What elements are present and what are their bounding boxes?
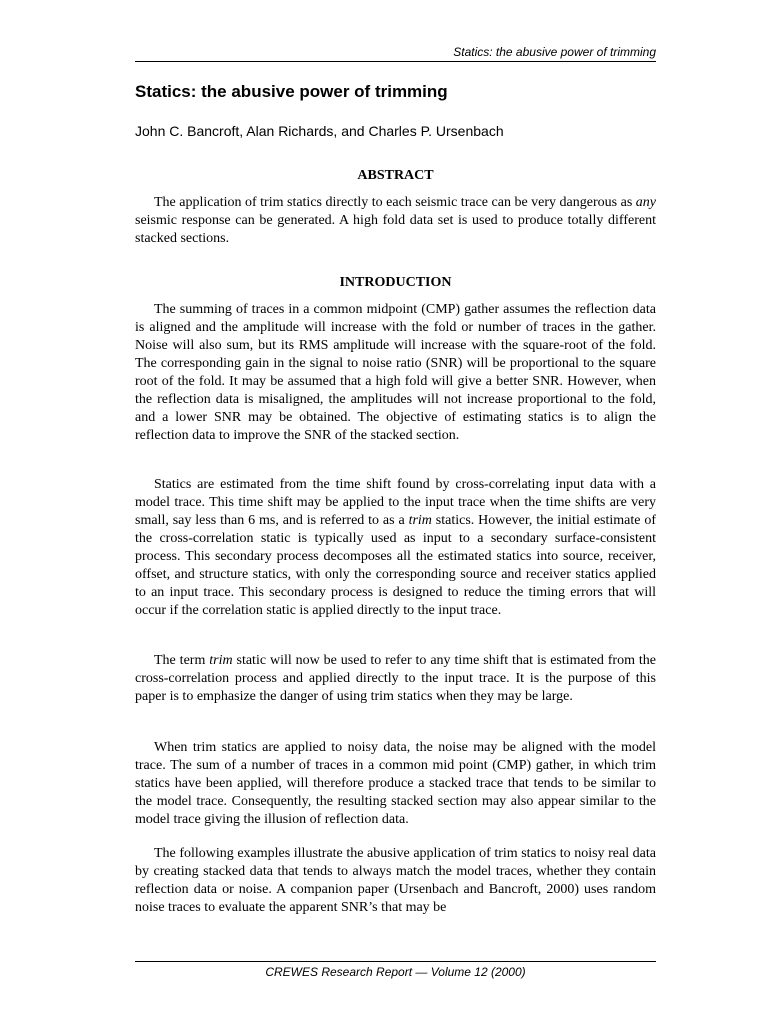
- intro-paragraph-2: [135, 476, 656, 620]
- running-header: Statics: the abusive power of trimming: [135, 44, 656, 62]
- paper-title: Statics: the abusive power of trimming: [135, 82, 448, 101]
- intro-p2-text-end: statics. However, the initial estimate of the cross-correlation static is typically used as input to a secondary surface-consistent process. This secondary process decomposes all the estimated statics into source, receiver, offset, and structure statics, with only the corresponding source and receiver statics applied to an input trace. This secondary process is designed to reduce the timing errors that will occur if the correlation static is applied directly to the input trace.: [135, 513, 657, 618]
- abstract-text-end: seismic response can be generated. A high fold data set is used to produce totally different stacked sections.: [135, 213, 656, 246]
- abstract-emphasis: any: [635, 195, 656, 210]
- intro-p2-text-start: Statics are estimated from the time shift found by cross-correlating input data with a model trace. This time shift may be applied to the input trace when the time shifts are very small, say less than 6 ms, and is referred to as a: [135, 477, 656, 528]
- intro-p3-emphasis: trim: [209, 653, 233, 668]
- intro-paragraph-3: [135, 652, 656, 706]
- intro-paragraph-1: The summing of traces in a common midpoint (CMP) gather assumes the reflection data is aligned and the amplitude will increase with the fold or number of traces in the gather. Noise will also sum, but its RMS amplitude will increase with the square-root of the fold. The corresponding gain in the signal to noise ratio (SNR) will be proportional to the square root of the fold. It may be assumed that a high fold will give a better SNR. However, when the reflection data is misaligned, the amplitudes will not increase proportional to the fold, and a lower SNR may be obtained. The objective of estimating statics is to align the reflection data to improve the SNR of the stacked section.: [135, 302, 656, 443]
- intro-paragraph-5: The following examples illustrate the abusive application of trim statics to noisy real data by creating stacked data that tends to always match the model traces, whether they contain reflection data or noise. A companion paper (Ursenbach and Bancroft, 2000) uses random noise traces to evaluate the apparent SNR’s that may be: [135, 846, 656, 915]
- introduction-heading: INTRODUCTION: [339, 275, 452, 290]
- intro-p3-text-end: static will now be used to refer to any time shift that is estimated from the cross-correlation process and applied directly to the input trace. It is the purpose of this paper is to emphasize the danger of using trim statics when they may be large.: [135, 653, 656, 704]
- abstract-heading: ABSTRACT: [357, 168, 434, 183]
- intro-p2-emphasis: trim: [408, 513, 432, 528]
- running-footer: CREWES Research Report — Volume 12 (2000): [135, 961, 656, 980]
- abstract-text-start: The application of trim statics directly to each seismic trace can be very dangerous as: [154, 195, 636, 210]
- abstract-paragraph: [135, 194, 656, 248]
- author-list: John C. Bancroft, Alan Richards, and Charles P. Ursenbach: [135, 123, 504, 139]
- intro-p3-text-start: The term: [154, 653, 210, 668]
- intro-paragraph-4: When trim statics are applied to noisy data, the noise may be aligned with the model trace. The sum of a number of traces in a common mid point (CMP) gather, in which trim statics have been applied, will therefore produce a stacked trace that tends to be similar to the model trace. Consequently, the resulting stacked section may also appear similar to the model trace giving the illusion of reflection data.: [135, 740, 656, 827]
